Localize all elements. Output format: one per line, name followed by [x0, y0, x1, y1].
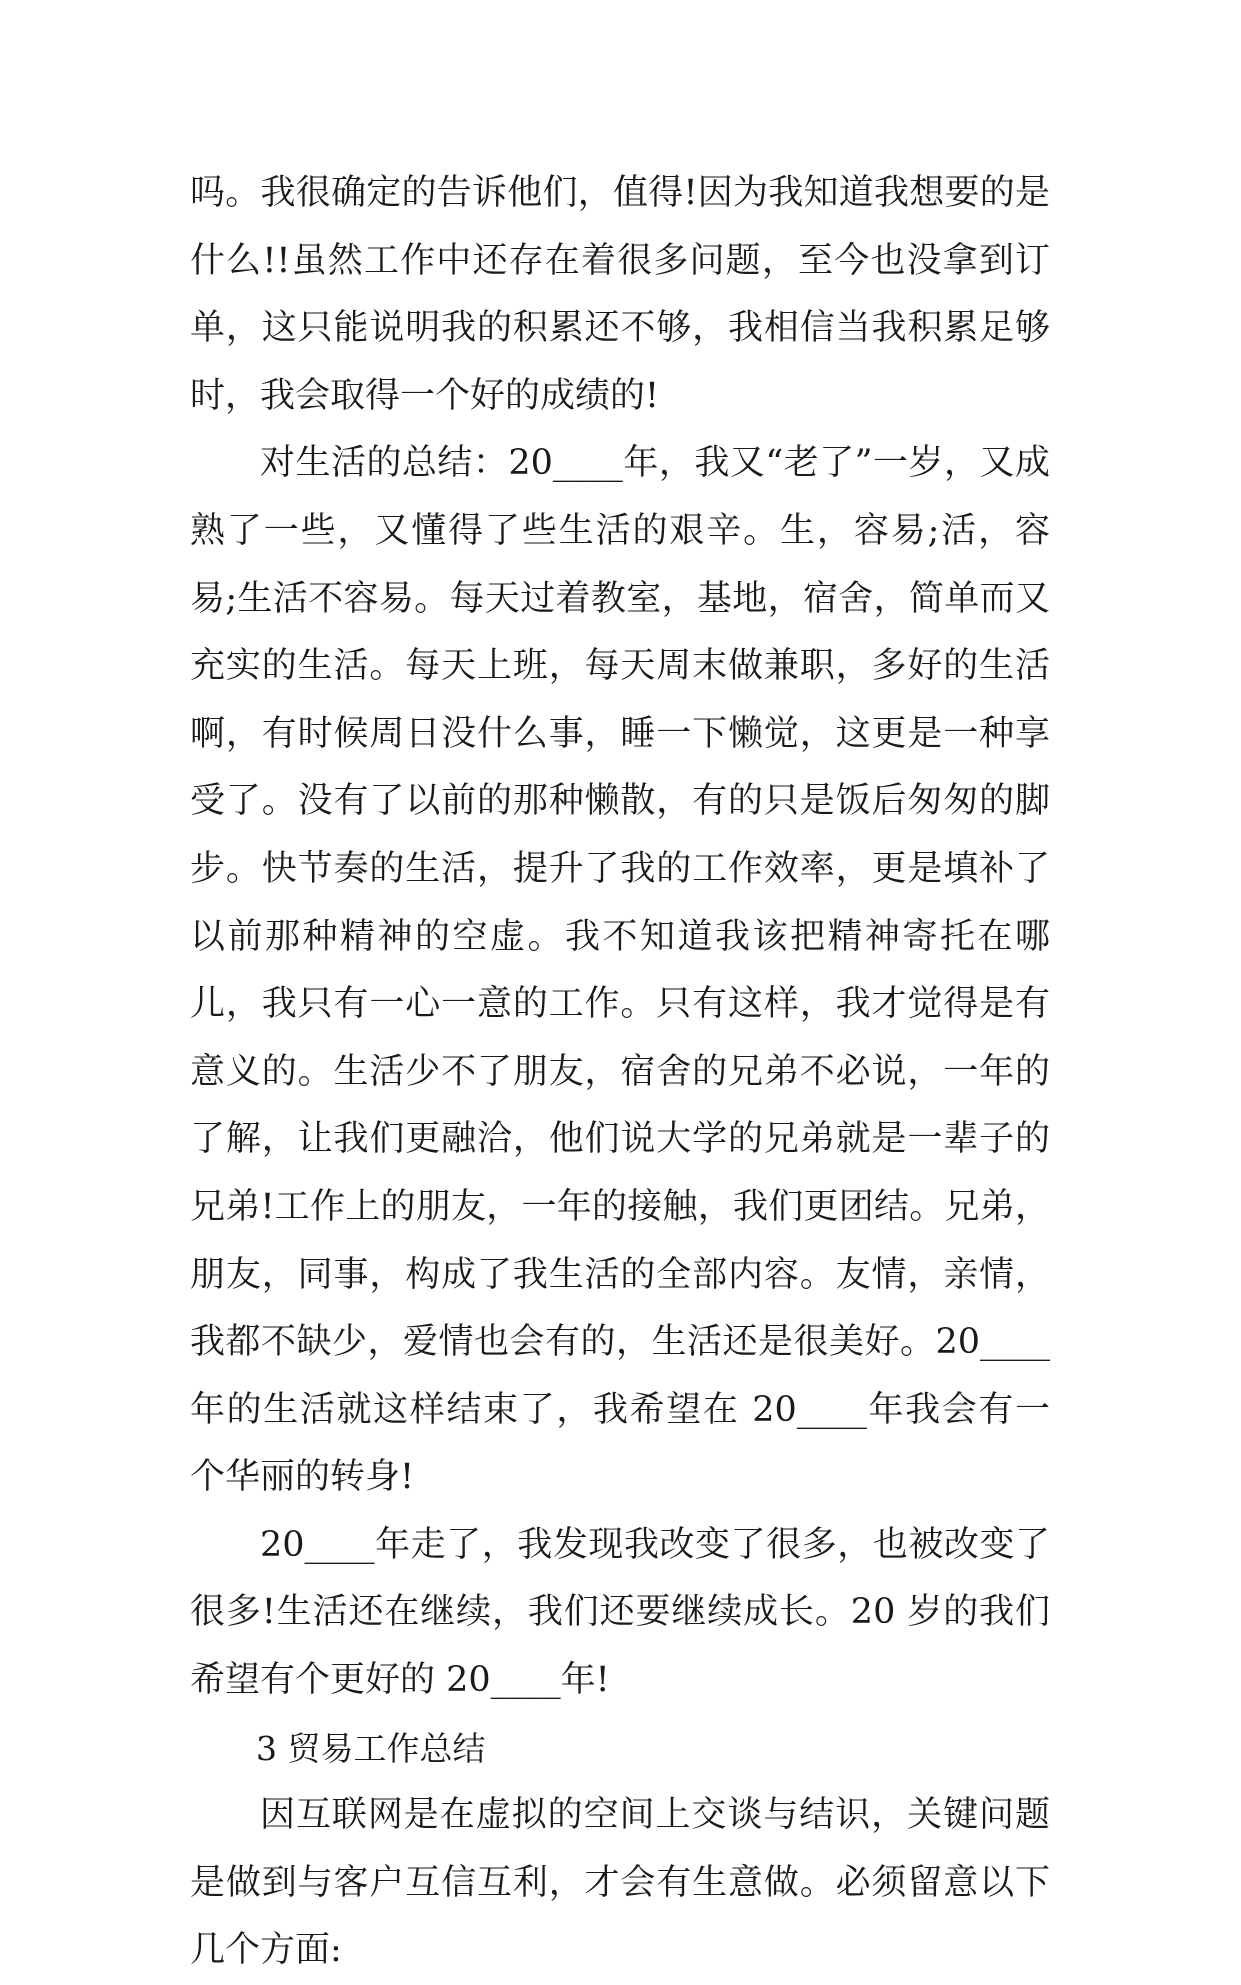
paragraph-trade-intro: 因互联网是在虚拟的空间上交谈与结识，关键问题是做到与客户互信互利，才会有生意做。必须留意以下几个方面:	[190, 1795, 1050, 1971]
section-heading: 3 贸易工作总结	[256, 1728, 486, 1768]
paragraph-life-summary: 对生活的总结：20____年，我又“老了”一岁，又成熟了一些，又懂得了些生活的艰辛。生，容易;活，容易;生活不容易。每天过着教室，基地，宿舍，简单而又充实的生活。每天上班，每天周末做兼职，多好的生活啊，有时候周日没什么事，睡一下懒觉，这更是一种享受了。没有了以前的那种懒散，有的只是饭后匆匆的脚步。快节奏的生活，提升了我的工作效率，更是填补了以前那种精神的空虚。我不知道我该把精神寄托在哪儿，我只有一心一意的工作。只有这样，我才觉得是有意义的。生活少不了朋友，宿舍的兄弟不必说，一年的了解，让我们更融洽，他们说大学的兄弟就是一辈子的兄弟!工作上的朋友，一年的接触，我们更团结。兄弟，朋友，同事，构成了我生活的全部内容。友情，亲情，我都不缺少，爱情也会有的，生活还是很美好。20____年的生活就这样结束了，我希望在 20____年我会有一个华丽的转身!	[190, 443, 1050, 1498]
paragraph-continuation: 吗。我很确定的告诉他们，值得!因为我知道我想要的是什么!!虽然工作中还存在着很多问题，至今也没拿到订单，这只能说明我的积累还不够，我相信当我积累足够时，我会取得一个好的成绩的!	[190, 173, 1050, 416]
paragraph-year-reflection: 20____年走了，我发现我改变了很多，也被改变了很多!生活还在继续，我们还要继续成长。20 岁的我们希望有个更好的 20____年!	[190, 1524, 1050, 1701]
document-body	[190, 160, 1050, 1985]
